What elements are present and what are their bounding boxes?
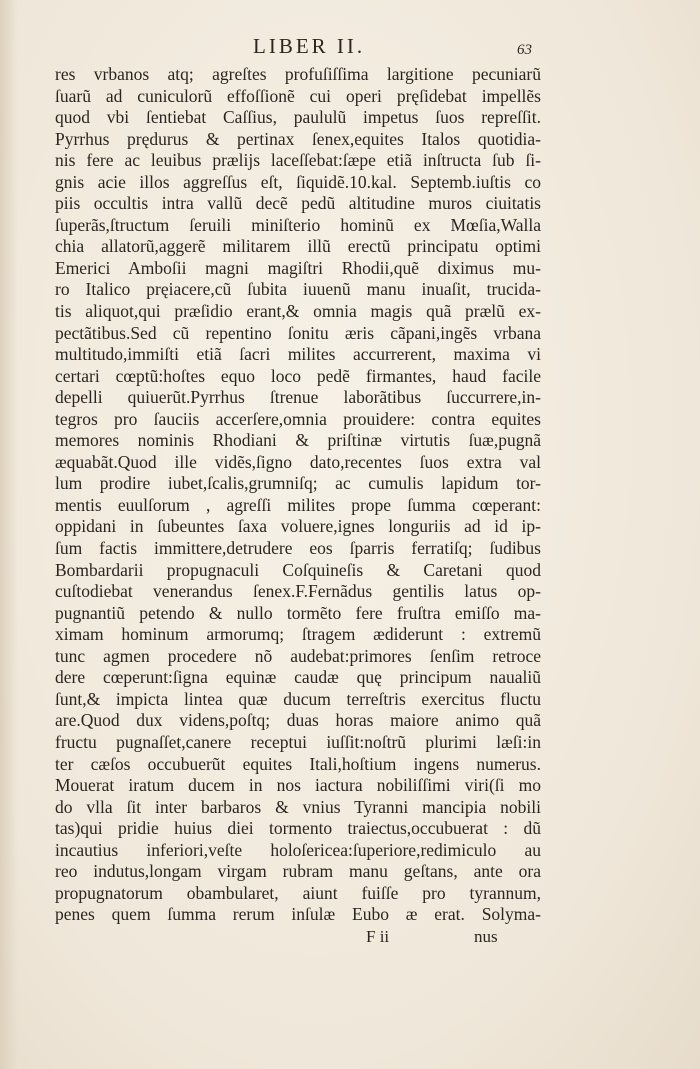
text-line: penes quem ſumma rerum inſulæ Eubo æ erat. Solyma- (55, 904, 541, 925)
text-line: gnis acie illos aggreſſus eſt, ſiquidẽ.10.kal. Septemb.iuſtis co (55, 171, 541, 192)
running-head: LIBER II. (253, 34, 366, 58)
page-footer (0, 927, 700, 953)
text-line: res vrbanos atq; agreſtes profuſiſſima largitione pecuniarũ (55, 64, 541, 84)
text-line: ter cæſos occubuerũt equites Itali,hoſtium ingens numerus. (55, 753, 541, 774)
text-line: depelli quiuerũt.Pyrrhus ſtrenue laborãtibus ſuccurrere,in- (55, 387, 541, 408)
signature-mark: F ii (366, 927, 390, 946)
text-line: ximam hominum armorumq; ſtragem ædiderunt : extremũ (55, 624, 541, 645)
text-line: are.Quod dux videns,poſtq; duas horas maiore animo quã (55, 710, 541, 731)
text-line: ro Italico pręiacere,cũ ſubita iuuenũ manu inuaſit, trucida- (55, 279, 541, 300)
text-line: propugnatorum obambularet, aiunt fuiſſe pro tyrannum, (55, 882, 541, 903)
text-line: cuſtodiebat venerandus ſenex.F.Fernãdus gentilis latus op- (55, 581, 541, 602)
text-line: tas)qui pridie huius diei tormento traiectus,occubuerat : dũ (55, 818, 541, 839)
text-line: ſunt,& impicta lintea quæ ducum terreſtris exercitus fluctu (55, 688, 541, 709)
text-line: quod vbi ſentiebat Caſſius, paululũ impetus ſuos repreſſit. (55, 107, 541, 128)
text-line: Mouerat iratum ducem in nos iactura nobiliſſimi viri(ſi mo (55, 775, 541, 796)
text-line: mentis euulſorum , agreſſi milites prope ſumma cœperant: (55, 494, 541, 515)
text-line: do vlla ſit inter barbaros & vnius Tyranni mancipia nobili (55, 796, 541, 817)
text-line: tis aliquot,qui præſidio erant,& omnia magis quã prælũ ex- (55, 301, 541, 322)
page-header (0, 34, 700, 64)
text-line: ſuperãs,ſtructum ſeruili miniſterio hominũ ex Mœſia,Walla (55, 214, 541, 235)
text-line: Pyrrhus prędurus & pertinax ſenex,equites Italos quotidia- (55, 128, 541, 149)
text-line: dere cœperunt:ſigna equinæ caudæ quę principum naualiũ (55, 667, 541, 688)
text-line: memores nominis Rhodiani & priſtinæ virtutis ſuæ,pugnã (55, 430, 541, 451)
gutter-shadow (0, 0, 18, 1069)
text-line: ſuarũ ad cuniculorũ effoſſionẽ cui operi pręſidebat impellẽs (55, 85, 541, 106)
text-line: pugnantiũ petendo & nullo tormẽto fere fruſtra emiſſo ma- (55, 602, 541, 623)
text-line: Bombardarii propugnaculi Coſquineſis & Caretani quod (55, 559, 541, 580)
catchword: nus (474, 927, 498, 946)
text-line: pectãtibus.Sed cũ repentino ſonitu æris cãpani,ingẽs vrbana (55, 322, 541, 343)
text-line: Emerici Amboſii magni magiſtri Rhodii,quẽ diximus mu- (55, 257, 541, 278)
text-line: æquabãt.Quod ille vidẽs,ſigno dato,recentes ſuos extra val (55, 451, 541, 472)
text-line: certari cœptũ:hoſtes equo loco pedẽ firmantes, haud facile (55, 365, 541, 386)
text-line: oppidani in ſubeuntes ſaxa voluere,ignes longuriis ad id ip- (55, 516, 541, 537)
text-line: chia allatorũ,aggerẽ militarem illũ erectũ principatu optimi (55, 236, 541, 257)
text-line: tegros pro ſauciis accerſere,omnia prouidere: contra equites (55, 408, 541, 429)
text-line: incautius inferiori,veſte holoſericea:ſuperiore,redimiculo au (55, 839, 541, 860)
text-line: tunc agmen procedere nõ audebat:primores ſenſim retroce (55, 645, 541, 666)
text-line: nis fere ac leuibus prælijs laceſſebat:ſæpe etiã inſtructa ſub ſi- (55, 150, 541, 171)
text-line: fructu pugnaſſet,canere receptui iuſſit:noſtrũ plurimi læſi:in (55, 731, 541, 752)
text-line: multitudo,immiſti etiã ſacri milites accurrerent, maxima vi (55, 344, 541, 365)
text-block (55, 64, 541, 926)
folio-number: 63 (517, 42, 532, 58)
text-line: reo indutus,longam virgam rubram manu geſtans, ante ora (55, 861, 541, 882)
text-line: piis occultis intra vallũ decẽ pedũ altitudine muros ciuitatis (55, 193, 541, 214)
text-line: lum prodire iubet,ſcalis,grumniſq; ac cumulis lapidum tor- (55, 473, 541, 494)
text-line: ſum factis immittere,detrudere eos ſparris ferratiſq; ſudibus (55, 538, 541, 559)
